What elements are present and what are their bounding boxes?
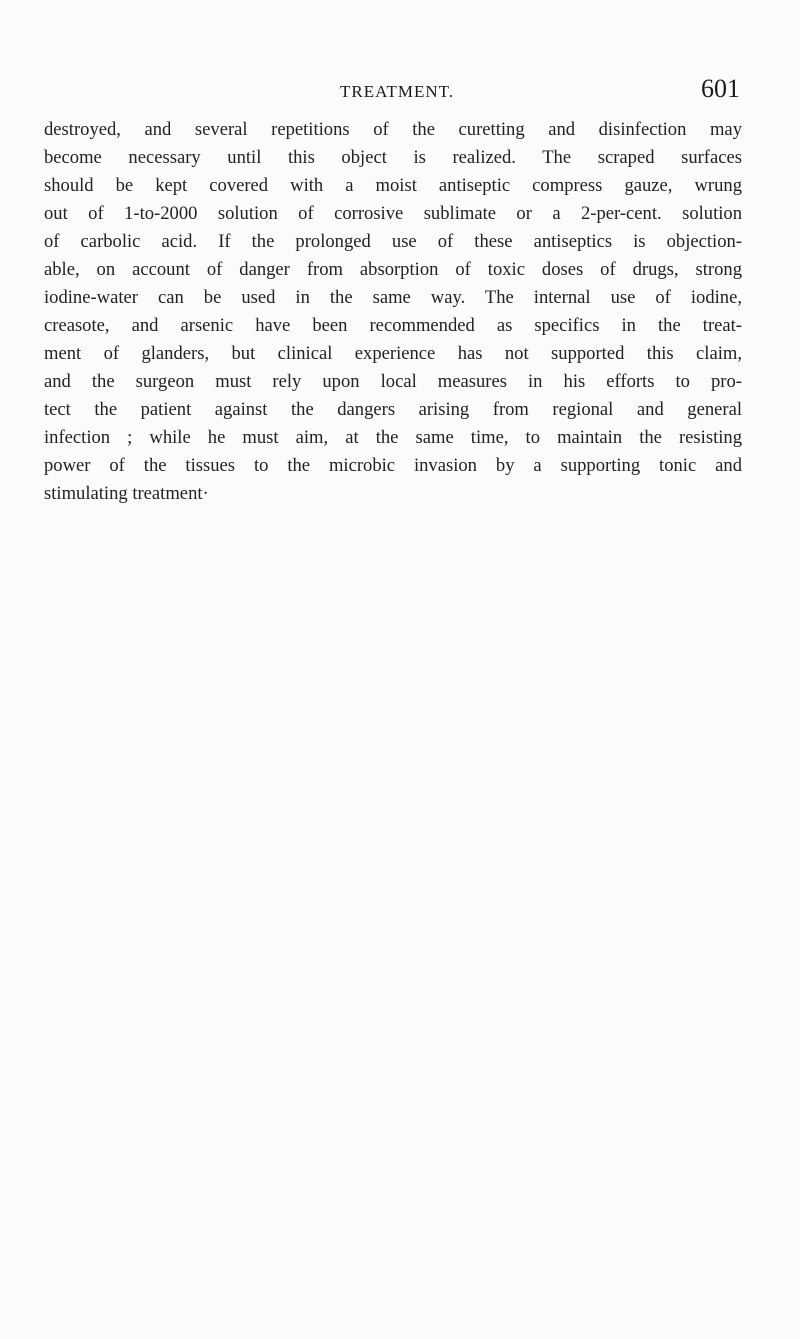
- text-line: tect the patient against the dangers arising from regional and general: [44, 399, 742, 420]
- text-line: iodine-water can be used in the same way. The internal use of iodine,: [44, 287, 742, 308]
- text-line: infection ; while he must aim, at the same time, to maintain the resisting: [44, 427, 742, 448]
- body-paragraph: [44, 116, 742, 508]
- text-line: become necessary until this object is realized. The scraped surfaces: [44, 147, 742, 168]
- page-number: 601: [701, 74, 740, 103]
- text-line: ment of glanders, but clinical experience has not supported this claim,: [44, 343, 742, 364]
- text-line: creasote, and arsenic have been recommended as specifics in the treat-: [44, 315, 742, 336]
- text-line: able, on account of danger from absorption of toxic doses of drugs, strong: [44, 259, 742, 280]
- text-line: out of 1-to-2000 solution of corrosive sublimate or a 2-per-cent. solution: [44, 203, 742, 224]
- text-line: power of the tissues to the microbic invasion by a supporting tonic and: [44, 455, 742, 476]
- text-line: stimulating treatment·: [44, 483, 209, 504]
- text-line: and the surgeon must rely upon local measures in his efforts to pro-: [44, 371, 742, 392]
- running-head: [0, 74, 800, 114]
- text-line: of carbolic acid. If the prolonged use of these antiseptics is objection-: [44, 231, 742, 252]
- text-line: destroyed, and several repetitions of the curetting and disinfection may: [44, 119, 742, 140]
- chapter-heading: TREATMENT.: [340, 82, 455, 101]
- text-line: should be kept covered with a moist antiseptic compress gauze, wrung: [44, 175, 742, 196]
